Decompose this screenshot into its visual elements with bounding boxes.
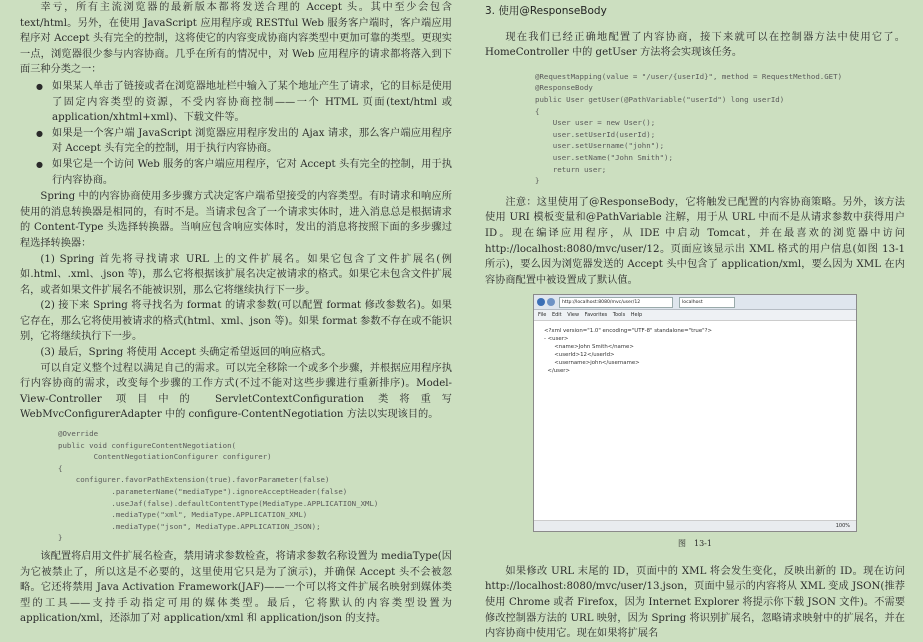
left-column [20,0,452,627]
step-2: (2) 接下来 Spring 将寻找名为 format 的请求参数(可以配置 format 修改参数名)。如果它存在，那么它将使用被请求的格式(html、xml、json 等)。如果 format 参数不存在或不能识别，它将继续执行下一步。 [20,300,452,343]
back-icon [537,298,545,306]
customize-paragraph: 可以自定义整个过程以满足自己的需求。可以完全移除一个或多个步骤，并根据应用程序执行内容协商的需求，改变每个步骤的工作方式(不过不能对这些步骤进行重新排序)。Model-View-Controller 项目中的 ServletContextConfiguration 类将重写 WebMvcConfigurerAdapter 中的 configure-ContentNegotiation 方法以实现该目的。 [20,362,452,421]
browser-menu-bar: File Edit View Favorites Tools Help [534,310,856,321]
url-change-paragraph: 如果修改 URL 末尾的 ID，页面中的 XML 将会发生变化，反映出新的 ID。现在访问 http://localhost:8080/mvc/user/13.json，页面中显示的内容将从 XML 变成 JSON(推荐使用 Chrome 或者 Firefox，因为 Internet Explorer 将提示你下载 JSON 文件)。不需要修改控制器方法的 URL 映射，因为 Spring 将识别扩展名，忽略请求映射中的扩展名，并在内容协商中使用它。现在如果将扩展名 [485,565,905,640]
right-column [485,0,905,642]
section-heading: 3. 使用@ResponseBody [485,5,607,17]
list-item: ● 如果是一个客户端 JavaScript 浏览器应用程序发出的 Ajax 请求，那么客户端应用程序对 Accept 头有完全的控制，用于执行内容协商。 [52,126,452,157]
config-code-block: @Override public void configureContentNegotiation( ContentNegotiationConfigurer configurer) { configurer.favorPathExtension(true).favorParameter(false) .parameterName("mediaType").ignoreAcceptHeader(false) .useJaf(false).defaultContentType(MediaType.APPLICATION_XML) .mediaType("xml", MediaType.APPLICATION_XML) .mediaType("json", MediaType.APPLICATION_JSON); } [58,429,379,543]
intro-paragraph: 幸亏，所有主流浏览器的最新版本都将发送合理的 Accept 头。其中至少会包含 text/html。另外，在使用 JavaScript 应用程序或 RESTful Web 服务客户端时，客户端应用程序对 Accept 头有完全的控制，这将使它的内容变成协商内容类型中更加可靠的类型。更现实一点，浏览器很少参与内容协商。几乎在所有的情况中，对 Web 应用程序的请求都将落入到下面三种分类之一： [20,2,452,76]
list-item: ● 如果某人单击了链接或者在浏览器地址栏中输入了某个地址产生了请求，它的目标是使用了固定内容类型的资源，不受内容协商控制——一个 HTML 页面(text/html 或 application/xhtml+xml)、下载文件等。 [52,79,452,126]
step-1: (1) Spring 首先将寻找请求 URL 上的文件扩展名。如果它包含了文件扩展名(例如.html、.xml、.json 等)，那么它将根据该扩展名决定被请求的格式。如果它未包含文件扩展名，或者如果文件扩展名不能被识别，那么它将继续执行下一步。 [20,253,452,296]
forward-icon [547,298,555,306]
browser-tab: localhost [679,297,735,308]
zoom-indicator: 100% [534,520,856,531]
browser-title-bar [534,295,856,310]
controller-code-block: @RequestMapping(value = "/user/{userId}", method = RequestMethod.GET) @ResponseBody public User getUser(@PathVariable("userId") long userId) { User user = new User(); user.setUserId(userId); user.setUsername("john"); user.setName("John Smith"); return user; } [535,71,843,186]
step-3: (3) 最后，Spring 将使用 Accept 头确定希望返回的响应格式。 [40,347,332,359]
browser-screenshot-figure [533,294,857,532]
negotiation-paragraph: Spring 中的内容协商使用多步骤方式决定客户端希望接受的内容类型。有时请求和响应所使用的消息转换器是相同的，有时不是。当请求包含了一个请求实体时，进入消息总是根据请求的 Content-Type 头选择转换器。当响应包含响应实体时，发出的消息将按照下面的多步骤过程选择转换器： [20,191,452,249]
request-type-list [20,79,452,188]
figure-caption: 图 13-1 [678,539,712,549]
list-item: ● 如果它是一个访问 Web 服务的客户端应用程序，它对 Accept 头有完全的控制，用于执行内容协商。 [52,157,452,188]
config-explanation: 该配置将启用文件扩展名检查，禁用请求参数检查，将请求参数名称设置为 mediaType(因为它被禁止了，所以这是不必要的，这里使用它只是为了演示)，并确保 Accept 头不会被忽略。它还将禁用 Java Activation Framework(JAF)——一个可以将文件扩展名映射到媒体类型的工具——支持手动指定可用的媒体类型。最后，它将默认的内容类型设置为 application/xml，还添加了对 application/xml 和 application/json 的支持。 [20,550,452,625]
xml-output: <?xml version="1.0" encoding="UTF-8" standalone="true"?> - <user> <name>John Smith</name> <userId>12</userId> <username>john</username> </user> [534,321,856,531]
address-bar: http://localhost:8080/mvc/user/12 [559,297,673,308]
controller-paragraph: 现在我们已经正确地配置了内容协商，接下来就可以在控制器方法中使用它了。HomeController 中的 getUser 方法将会实现该任务。 [485,31,905,59]
note-paragraph: 注意：这里使用了@ResponseBody，它将触发已配置的内容协商策略。另外，该方法使用 URI 模板变量和@PathVariable 注解，用于从 URL 中而不是从请求参数中获得用户 ID。现在编译应用程序，从 IDE 中启动 Tomcat，并在最喜欢的浏览器中访问 http://localhost:8080/mvc/user/12。页面应该显示出 XML 格式的用户信息(如图 13-1 所示)，要么因为浏览器发送的 Accept 头中包含了 application/xml，要么因为 XML 在内容协商配置中被设置成了默认值。 [485,196,905,286]
